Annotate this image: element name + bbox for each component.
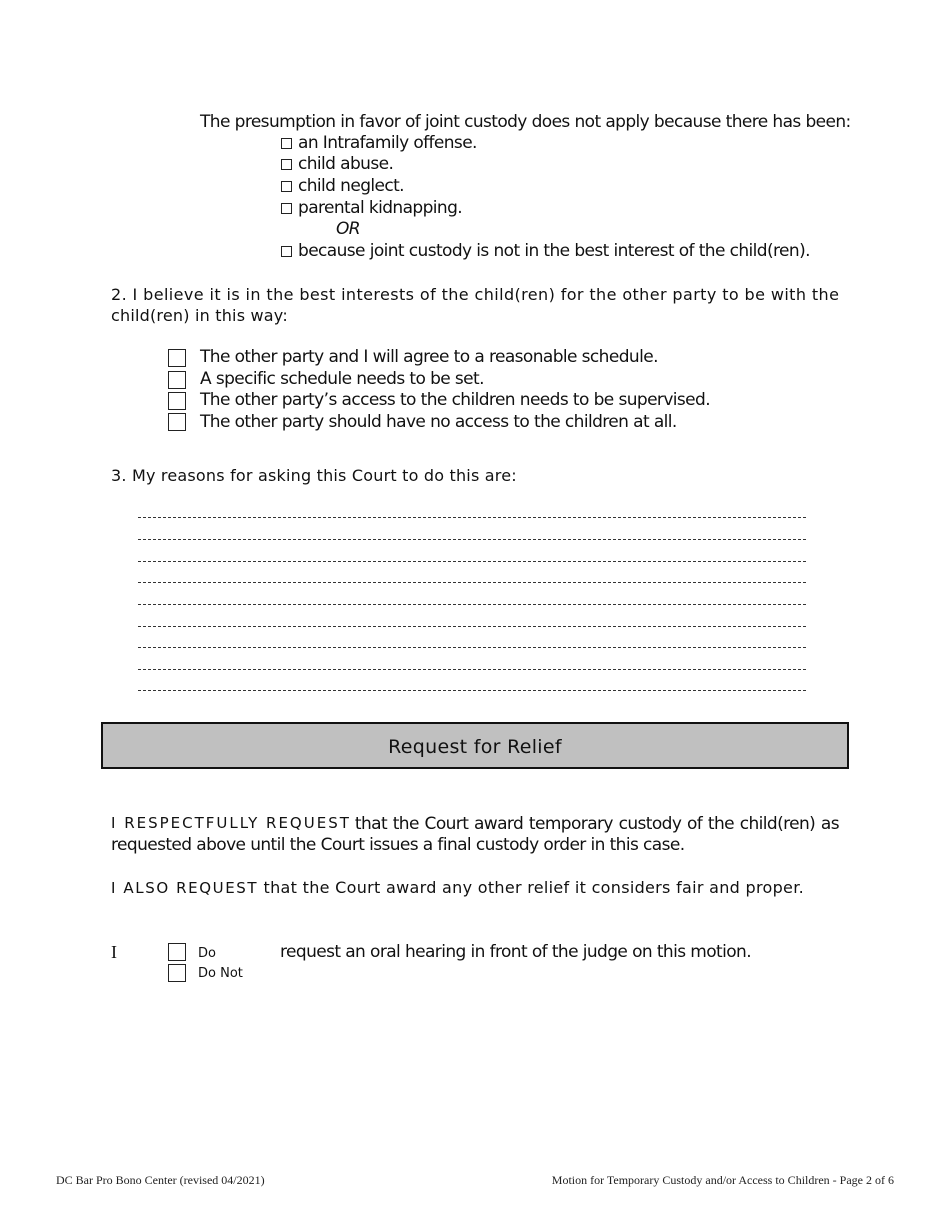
option-best-interest: because joint custody is not in the best interest of the child(ren). (281, 241, 810, 261)
relief-paragraph-2: I ALSO REQUEST that the Court award any other relief it considers fair and proper. (111, 878, 804, 897)
relief-paragraph-1-line2: requested above until the Court issues a final custody order in this case. (111, 835, 685, 855)
label-do: Do (198, 946, 216, 961)
blank-line[interactable] (138, 626, 806, 627)
option-intrafamily: an Intrafamily offense. (281, 133, 477, 153)
option-child-abuse: child abuse. (281, 154, 393, 174)
relief-lead: I RESPECTFULLY REQUEST (111, 814, 351, 832)
footer-right: Motion for Temporary Custody and/or Access to Children - Page 2 of 6 (551, 1173, 894, 1187)
or-label: OR (336, 219, 360, 239)
checkbox-do-not[interactable] (168, 964, 186, 982)
blank-line[interactable] (138, 517, 806, 518)
label-do-not: Do Not (198, 966, 243, 981)
blank-line[interactable] (138, 647, 806, 648)
section3-heading: 3. My reasons for asking this Court to do this are: (111, 466, 517, 485)
section2-line2: child(ren) in this way: (111, 306, 288, 325)
option-no-access: The other party should have no access to the children at all. (200, 412, 677, 432)
checkbox[interactable] (281, 246, 292, 257)
blank-line[interactable] (138, 669, 806, 670)
relief-header-box (101, 722, 849, 769)
checkbox[interactable] (281, 181, 292, 192)
option-specific-schedule: A specific schedule needs to be set. (200, 369, 484, 389)
blank-line[interactable] (138, 582, 806, 583)
blank-line[interactable] (138, 604, 806, 605)
checkbox-reasonable-schedule[interactable] (168, 349, 186, 367)
joint-custody-intro: The presumption in favor of joint custody does not apply because there has been: (200, 112, 851, 132)
checkbox-supervised[interactable] (168, 392, 186, 410)
hearing-text: request an oral hearing in front of the judge on this motion. (280, 942, 752, 962)
checkbox[interactable] (281, 159, 292, 170)
blank-line[interactable] (138, 561, 806, 562)
checkbox-do[interactable] (168, 943, 186, 961)
hearing-i: I (111, 942, 117, 962)
checkbox[interactable] (281, 138, 292, 149)
option-reasonable-schedule: The other party and I will agree to a reasonable schedule. (200, 347, 658, 367)
blank-line[interactable] (138, 690, 806, 691)
section2-line1: 2. I believe it is in the best interests of the child(ren) for the other party to be with the (111, 285, 840, 304)
checkbox-no-access[interactable] (168, 413, 186, 431)
option-supervised: The other party’s access to the children needs to be supervised. (200, 390, 711, 410)
footer-left: DC Bar Pro Bono Center (revised 04/2021) (56, 1173, 265, 1187)
option-parental-kidnapping: parental kidnapping. (281, 198, 462, 218)
relief-title: Request for Relief (388, 736, 562, 758)
option-child-neglect: child neglect. (281, 176, 404, 196)
checkbox[interactable] (281, 203, 292, 214)
blank-line[interactable] (138, 539, 806, 540)
checkbox-specific-schedule[interactable] (168, 371, 186, 389)
relief-paragraph-1: I RESPECTFULLY REQUEST that the Court award temporary custody of the child(ren) as (111, 814, 839, 834)
